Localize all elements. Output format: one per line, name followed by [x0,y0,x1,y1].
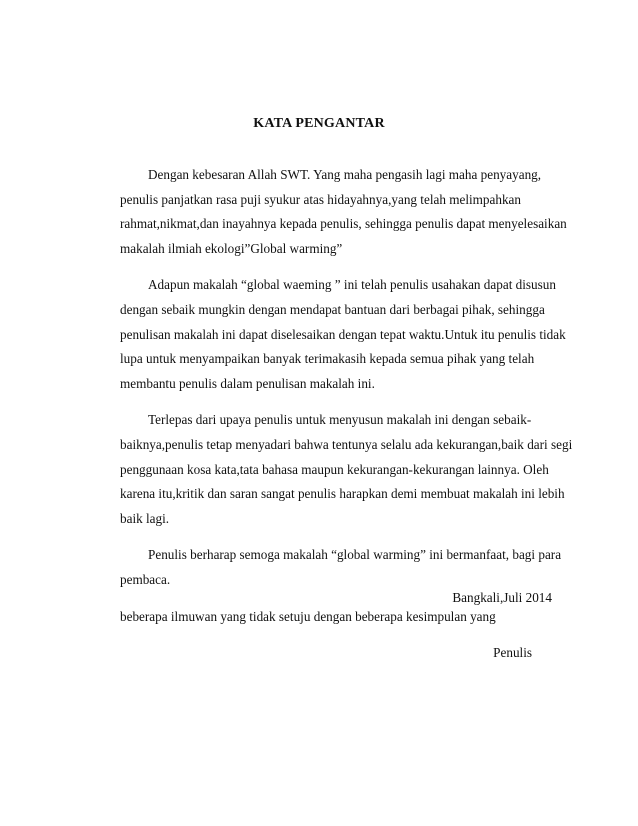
page-title: KATA PENGANTAR [253,116,385,131]
author-signature: Penulis [493,645,532,660]
text-line: karena itu,kritik dan saran sangat penulis harapkan demi membuat makalah ini lebih [120,486,565,502]
document-body [120,163,573,629]
paragraph-4 [120,543,562,592]
text-line: Dengan kebesaran Allah SWT. Yang maha pengasih lagi maha penyayang, [148,167,542,182]
paragraph-gap [120,531,550,543]
text-line: lupa untuk menyampaikan banyak terimakasih kepada semua pihak yang telah [120,351,535,367]
paragraph-gap [120,396,550,408]
text-line: Penulis berharap semoga makalah “global warming” ini bermanfaat, bagi para [148,547,562,563]
paragraph-5 [120,605,550,630]
text-line: baiknya,penulis tetap menyadari bahwa tentunya selalu ada kekurangan,baik dari segi [120,436,573,452]
text-line: penulisan makalah ini dapat diselesaikan dengan tepat waktu.Untuk itu penulis tidak [120,326,566,342]
text-line: membantu penulis dalam penulisan makalah ini. [120,375,375,391]
text-line: Terlepas dari upaya penulis untuk menyusun makalah ini dengan sebaik- [148,412,532,428]
place-date: Bangkali,Juli 2014 [452,590,552,605]
text-line: penggunaan kosa kata,tata bahasa maupun kekurangan-kekurangan lainnya. Oleh [120,461,549,477]
text-line: rahmat,nikmat,dan inayahnya kepada penulis, sehingga penulis dapat menyelesaikan [120,216,567,232]
text-line: pembaca. [120,571,171,587]
text-line: Adapun makalah “global waeming ” ini telah penulis usahakan dapat disusun [148,277,556,293]
text-line: penulis panjatkan rasa puji syukur atas hidayahnya,yang telah melimpahkan [120,191,522,207]
paragraph-3 [120,408,573,531]
text-line: makalah ilmiah ekologi”Global warming” [120,240,343,256]
paragraph-1 [120,163,567,261]
paragraph-2 [120,273,566,396]
text-line: baik lagi. [120,510,170,526]
text-line: beberapa ilmuwan yang tidak setuju dengan beberapa kesimpulan yang [120,608,496,624]
text-line: dengan sebaik mungkin dengan mendapat bantuan dari berbagai pihak, sehingga [120,301,545,317]
paragraph-gap [120,261,550,273]
